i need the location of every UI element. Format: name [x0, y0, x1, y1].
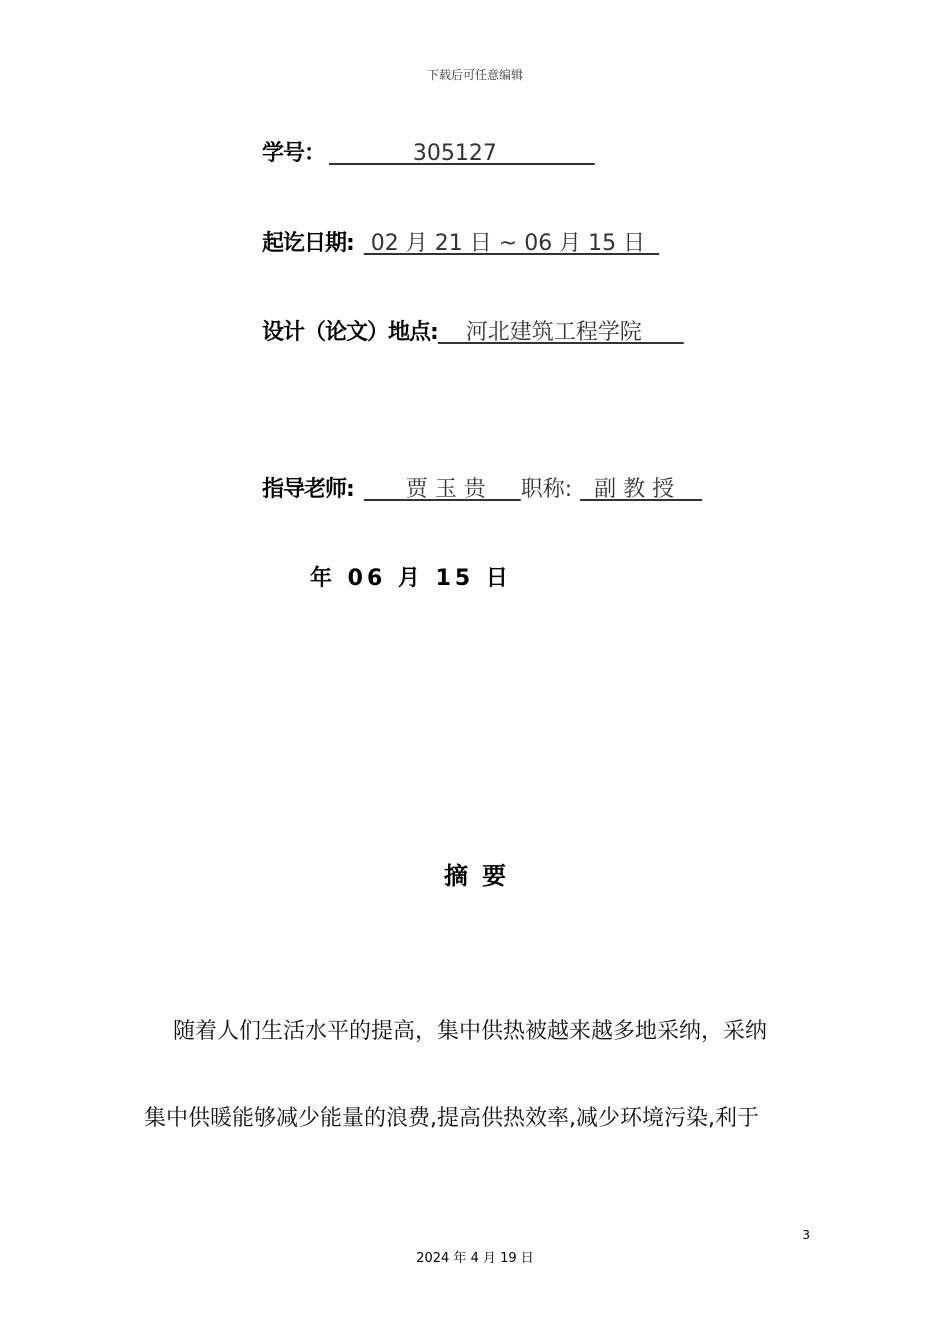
abstract-title: 摘要 — [444, 862, 520, 890]
student-id-row — [262, 136, 595, 167]
header-note: 下载后可任意编辑 — [426, 68, 523, 82]
advisor-title-label: 职称: — [520, 477, 573, 502]
abstract-line-2: 集中供暖能够减少能量的浪费,提高供热效率,减少环境污染,利于 — [144, 1106, 759, 1131]
advisor-label: 指导老师: — [262, 477, 354, 502]
date-range-label: 起讫日期: — [262, 231, 354, 256]
advisor-name: 贾 玉 贵 — [363, 477, 521, 502]
location-label: 设计（论文）地点: — [262, 320, 438, 345]
student-id-value: 305127 — [329, 141, 595, 166]
location-value: 河北建筑工程学院 — [437, 320, 684, 345]
advisor-title-value: 副 教 授 — [580, 477, 703, 502]
advisor-row — [262, 472, 702, 503]
completion-date: 年 06 月 15 日 — [310, 566, 512, 591]
date-range-value: 02 月 21 日 ~ 06 月 15 日 — [363, 231, 660, 256]
footer-date: 2024 年 4 月 19 日 — [416, 1251, 534, 1266]
student-id-label: 学号： — [262, 141, 326, 166]
date-range-row — [262, 226, 659, 257]
location-row — [262, 315, 684, 346]
abstract-line-1: 随着人们生活水平的提高，集中供热被越来越多地采纳，采纳 — [173, 1019, 768, 1044]
page-number: 3 — [802, 1228, 810, 1242]
